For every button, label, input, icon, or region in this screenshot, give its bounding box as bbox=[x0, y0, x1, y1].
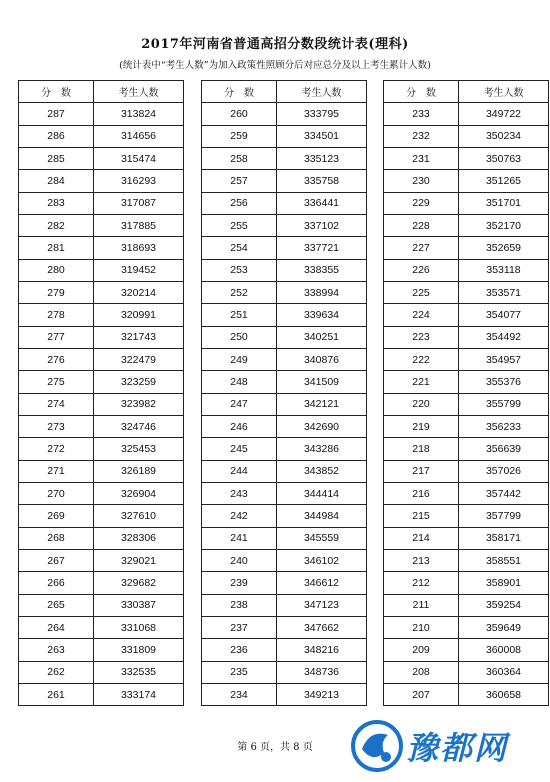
count-cell: 348216 bbox=[277, 639, 367, 661]
table-row bbox=[19, 170, 184, 192]
table-row bbox=[384, 103, 549, 125]
header-score: 分 数 bbox=[19, 81, 94, 103]
table-row bbox=[19, 505, 184, 527]
score-cell: 284 bbox=[19, 170, 94, 192]
table-row bbox=[202, 214, 367, 236]
score-cell: 252 bbox=[202, 281, 277, 303]
table-row bbox=[202, 125, 367, 147]
score-cell: 286 bbox=[19, 125, 94, 147]
score-cell: 287 bbox=[19, 103, 94, 125]
count-cell: 360364 bbox=[459, 661, 549, 683]
table-row bbox=[384, 460, 549, 482]
count-cell: 322479 bbox=[94, 348, 184, 370]
count-cell: 353571 bbox=[459, 281, 549, 303]
score-cell: 245 bbox=[202, 438, 277, 460]
table-row bbox=[384, 281, 549, 303]
table-row bbox=[19, 438, 184, 460]
count-cell: 343852 bbox=[277, 460, 367, 482]
count-cell: 360658 bbox=[459, 683, 549, 705]
count-cell: 346612 bbox=[277, 572, 367, 594]
count-cell: 358171 bbox=[459, 527, 549, 549]
score-cell: 267 bbox=[19, 549, 94, 571]
page-subtitle: (统计表中“考生人数”为加入政策性照顾分后对应总分及以上考生累计人数) bbox=[119, 60, 431, 71]
count-cell: 314656 bbox=[94, 125, 184, 147]
score-cell: 266 bbox=[19, 572, 94, 594]
score-cell: 209 bbox=[384, 639, 459, 661]
score-cell: 241 bbox=[202, 527, 277, 549]
table-row bbox=[384, 371, 549, 393]
count-cell: 348736 bbox=[277, 661, 367, 683]
table-row bbox=[19, 683, 184, 705]
score-cell: 243 bbox=[202, 482, 277, 504]
table-row bbox=[384, 505, 549, 527]
count-cell: 336441 bbox=[277, 192, 367, 214]
count-cell: 349722 bbox=[459, 103, 549, 125]
score-cell: 264 bbox=[19, 616, 94, 638]
count-cell: 331809 bbox=[94, 639, 184, 661]
count-cell: 337721 bbox=[277, 237, 367, 259]
count-cell: 350763 bbox=[459, 147, 549, 169]
table-row bbox=[19, 639, 184, 661]
count-cell: 330387 bbox=[94, 594, 184, 616]
table-row bbox=[384, 683, 549, 705]
score-cell: 237 bbox=[202, 616, 277, 638]
score-cell: 274 bbox=[19, 393, 94, 415]
count-cell: 321743 bbox=[94, 326, 184, 348]
table-row bbox=[19, 549, 184, 571]
count-cell: 317087 bbox=[94, 192, 184, 214]
count-cell: 350234 bbox=[459, 125, 549, 147]
count-cell: 335758 bbox=[277, 170, 367, 192]
count-cell: 347662 bbox=[277, 616, 367, 638]
score-cell: 217 bbox=[384, 460, 459, 482]
count-cell: 347123 bbox=[277, 594, 367, 616]
table-row bbox=[202, 170, 367, 192]
score-cell: 254 bbox=[202, 237, 277, 259]
table-row bbox=[19, 281, 184, 303]
table-row bbox=[384, 170, 549, 192]
score-cell: 250 bbox=[202, 326, 277, 348]
score-cell: 223 bbox=[384, 326, 459, 348]
count-cell: 356639 bbox=[459, 438, 549, 460]
score-cell: 225 bbox=[384, 281, 459, 303]
count-cell: 329682 bbox=[94, 572, 184, 594]
table-row bbox=[202, 572, 367, 594]
score-cell: 234 bbox=[202, 683, 277, 705]
table-row bbox=[384, 393, 549, 415]
table-row bbox=[384, 348, 549, 370]
table-row bbox=[202, 549, 367, 571]
count-cell: 344414 bbox=[277, 482, 367, 504]
count-cell: 319452 bbox=[94, 259, 184, 281]
table-row bbox=[202, 594, 367, 616]
count-cell: 352170 bbox=[459, 214, 549, 236]
count-cell: 355799 bbox=[459, 393, 549, 415]
table-row bbox=[384, 527, 549, 549]
score-cell: 227 bbox=[384, 237, 459, 259]
table-row bbox=[384, 572, 549, 594]
table-row bbox=[384, 415, 549, 437]
score-cell: 273 bbox=[19, 415, 94, 437]
table-row bbox=[19, 594, 184, 616]
site-logo-icon bbox=[350, 719, 404, 773]
score-cell: 229 bbox=[384, 192, 459, 214]
count-cell: 359254 bbox=[459, 594, 549, 616]
count-cell: 342690 bbox=[277, 415, 367, 437]
count-cell: 333795 bbox=[277, 103, 367, 125]
table-row bbox=[202, 103, 367, 125]
count-cell: 352659 bbox=[459, 237, 549, 259]
table-row bbox=[384, 594, 549, 616]
header-count: 考生人数 bbox=[94, 81, 184, 103]
header-score: 分 数 bbox=[202, 81, 277, 103]
table-row bbox=[19, 326, 184, 348]
score-cell: 279 bbox=[19, 281, 94, 303]
count-cell: 351265 bbox=[459, 170, 549, 192]
score-cell: 272 bbox=[19, 438, 94, 460]
score-cell: 222 bbox=[384, 348, 459, 370]
count-cell: 329021 bbox=[94, 549, 184, 571]
score-cell: 244 bbox=[202, 460, 277, 482]
score-cell: 226 bbox=[384, 259, 459, 281]
score-cell: 283 bbox=[19, 192, 94, 214]
table-row bbox=[202, 371, 367, 393]
score-cell: 271 bbox=[19, 460, 94, 482]
count-cell: 318693 bbox=[94, 237, 184, 259]
table-row bbox=[19, 616, 184, 638]
score-cell: 212 bbox=[384, 572, 459, 594]
table-row bbox=[202, 304, 367, 326]
table-row bbox=[19, 371, 184, 393]
count-cell: 323259 bbox=[94, 371, 184, 393]
score-cell: 224 bbox=[384, 304, 459, 326]
table-row bbox=[19, 415, 184, 437]
score-cell: 246 bbox=[202, 415, 277, 437]
score-cell: 238 bbox=[202, 594, 277, 616]
count-cell: 337102 bbox=[277, 214, 367, 236]
table-row bbox=[384, 214, 549, 236]
count-cell: 357799 bbox=[459, 505, 549, 527]
count-cell: 356233 bbox=[459, 415, 549, 437]
score-table-1 bbox=[18, 80, 184, 706]
count-cell: 349213 bbox=[277, 683, 367, 705]
table-row bbox=[384, 259, 549, 281]
count-cell: 355376 bbox=[459, 371, 549, 393]
score-cell: 277 bbox=[19, 326, 94, 348]
score-cell: 216 bbox=[384, 482, 459, 504]
table-row bbox=[19, 393, 184, 415]
score-cell: 275 bbox=[19, 371, 94, 393]
header-score: 分 数 bbox=[384, 81, 459, 103]
score-cell: 247 bbox=[202, 393, 277, 415]
table-row bbox=[384, 639, 549, 661]
table-row bbox=[202, 326, 367, 348]
count-cell: 345559 bbox=[277, 527, 367, 549]
count-cell: 328306 bbox=[94, 527, 184, 549]
table-row bbox=[202, 348, 367, 370]
table-row bbox=[202, 683, 367, 705]
table-row bbox=[19, 147, 184, 169]
score-cell: 262 bbox=[19, 661, 94, 683]
watermark-text: 豫都网 bbox=[406, 729, 509, 767]
table-row bbox=[19, 214, 184, 236]
score-cell: 236 bbox=[202, 639, 277, 661]
count-cell: 359649 bbox=[459, 616, 549, 638]
count-cell: 358551 bbox=[459, 549, 549, 571]
score-cell: 211 bbox=[384, 594, 459, 616]
score-cell: 269 bbox=[19, 505, 94, 527]
score-table-2 bbox=[201, 80, 367, 706]
count-cell: 343286 bbox=[277, 438, 367, 460]
table-row bbox=[384, 192, 549, 214]
score-cell: 218 bbox=[384, 438, 459, 460]
page-footer: 第 6 页，共 8 页 bbox=[237, 742, 313, 753]
table-row bbox=[202, 527, 367, 549]
count-cell: 326904 bbox=[94, 482, 184, 504]
score-cell: 282 bbox=[19, 214, 94, 236]
score-cell: 240 bbox=[202, 549, 277, 571]
count-cell: 357442 bbox=[459, 482, 549, 504]
table-row bbox=[202, 259, 367, 281]
score-cell: 256 bbox=[202, 192, 277, 214]
score-cell: 215 bbox=[384, 505, 459, 527]
table-row bbox=[19, 572, 184, 594]
count-cell: 333174 bbox=[94, 683, 184, 705]
score-cell: 230 bbox=[384, 170, 459, 192]
header-count: 考生人数 bbox=[277, 81, 367, 103]
score-cell: 268 bbox=[19, 527, 94, 549]
count-cell: 317885 bbox=[94, 214, 184, 236]
score-cell: 207 bbox=[384, 683, 459, 705]
count-cell: 340251 bbox=[277, 326, 367, 348]
table-row bbox=[202, 438, 367, 460]
table-row bbox=[19, 103, 184, 125]
count-cell: 335123 bbox=[277, 147, 367, 169]
score-cell: 220 bbox=[384, 393, 459, 415]
table-row bbox=[202, 482, 367, 504]
score-cell: 259 bbox=[202, 125, 277, 147]
table-row bbox=[202, 147, 367, 169]
count-cell: 346102 bbox=[277, 549, 367, 571]
header-count: 考生人数 bbox=[459, 81, 549, 103]
table-row bbox=[202, 237, 367, 259]
table-row bbox=[19, 237, 184, 259]
count-cell: 326189 bbox=[94, 460, 184, 482]
table-row bbox=[202, 616, 367, 638]
table-row bbox=[202, 505, 367, 527]
table-row bbox=[384, 147, 549, 169]
table-row bbox=[19, 661, 184, 683]
score-cell: 228 bbox=[384, 214, 459, 236]
score-cell: 213 bbox=[384, 549, 459, 571]
score-cell: 251 bbox=[202, 304, 277, 326]
score-cell: 280 bbox=[19, 259, 94, 281]
table-row bbox=[384, 326, 549, 348]
score-cell: 249 bbox=[202, 348, 277, 370]
score-cell: 278 bbox=[19, 304, 94, 326]
count-cell: 325453 bbox=[94, 438, 184, 460]
table-row bbox=[384, 237, 549, 259]
count-cell: 341509 bbox=[277, 371, 367, 393]
table-row bbox=[202, 415, 367, 437]
count-cell: 313824 bbox=[94, 103, 184, 125]
score-cell: 261 bbox=[19, 683, 94, 705]
count-cell: 353118 bbox=[459, 259, 549, 281]
count-cell: 354957 bbox=[459, 348, 549, 370]
count-cell: 327610 bbox=[94, 505, 184, 527]
count-cell: 344984 bbox=[277, 505, 367, 527]
table-row bbox=[384, 438, 549, 460]
table-row bbox=[384, 616, 549, 638]
score-cell: 221 bbox=[384, 371, 459, 393]
score-cell: 231 bbox=[384, 147, 459, 169]
count-cell: 323982 bbox=[94, 393, 184, 415]
table-row bbox=[19, 460, 184, 482]
table-row bbox=[202, 281, 367, 303]
count-cell: 351701 bbox=[459, 192, 549, 214]
table-row bbox=[19, 348, 184, 370]
count-cell: 357026 bbox=[459, 460, 549, 482]
score-cell: 253 bbox=[202, 259, 277, 281]
score-table-3 bbox=[383, 80, 549, 706]
score-cell: 265 bbox=[19, 594, 94, 616]
score-cell: 260 bbox=[202, 103, 277, 125]
table-row bbox=[202, 639, 367, 661]
count-cell: 360008 bbox=[459, 639, 549, 661]
score-cell: 276 bbox=[19, 348, 94, 370]
count-cell: 354492 bbox=[459, 326, 549, 348]
score-cell: 281 bbox=[19, 237, 94, 259]
score-cell: 263 bbox=[19, 639, 94, 661]
table-row bbox=[202, 661, 367, 683]
table-row bbox=[19, 259, 184, 281]
count-cell: 315474 bbox=[94, 147, 184, 169]
table-row bbox=[19, 527, 184, 549]
table-row bbox=[202, 460, 367, 482]
count-cell: 332535 bbox=[94, 661, 184, 683]
count-cell: 358901 bbox=[459, 572, 549, 594]
table-row bbox=[202, 393, 367, 415]
table-row bbox=[202, 192, 367, 214]
table-row bbox=[19, 304, 184, 326]
table-row bbox=[19, 482, 184, 504]
count-cell: 354077 bbox=[459, 304, 549, 326]
score-cell: 208 bbox=[384, 661, 459, 683]
score-cell: 233 bbox=[384, 103, 459, 125]
count-cell: 316293 bbox=[94, 170, 184, 192]
count-cell: 324746 bbox=[94, 415, 184, 437]
count-cell: 320214 bbox=[94, 281, 184, 303]
count-cell: 334501 bbox=[277, 125, 367, 147]
score-cell: 270 bbox=[19, 482, 94, 504]
score-cell: 232 bbox=[384, 125, 459, 147]
table-row bbox=[384, 304, 549, 326]
score-cell: 257 bbox=[202, 170, 277, 192]
count-cell: 338994 bbox=[277, 281, 367, 303]
table-row bbox=[384, 661, 549, 683]
score-cell: 242 bbox=[202, 505, 277, 527]
score-cell: 255 bbox=[202, 214, 277, 236]
score-cell: 239 bbox=[202, 572, 277, 594]
page-title: 2017年河南省普通高招分数段统计表(理科) bbox=[141, 37, 409, 52]
score-cell: 210 bbox=[384, 616, 459, 638]
count-cell: 338355 bbox=[277, 259, 367, 281]
table-row bbox=[384, 549, 549, 571]
table-row bbox=[384, 125, 549, 147]
count-cell: 342121 bbox=[277, 393, 367, 415]
count-cell: 320991 bbox=[94, 304, 184, 326]
count-cell: 331068 bbox=[94, 616, 184, 638]
table-row bbox=[384, 482, 549, 504]
score-cell: 258 bbox=[202, 147, 277, 169]
score-cell: 214 bbox=[384, 527, 459, 549]
count-cell: 340876 bbox=[277, 348, 367, 370]
score-cell: 235 bbox=[202, 661, 277, 683]
count-cell: 339634 bbox=[277, 304, 367, 326]
site-watermark bbox=[350, 715, 545, 777]
table-row bbox=[19, 192, 184, 214]
score-cell: 248 bbox=[202, 371, 277, 393]
table-row bbox=[19, 125, 184, 147]
score-cell: 219 bbox=[384, 415, 459, 437]
score-cell: 285 bbox=[19, 147, 94, 169]
